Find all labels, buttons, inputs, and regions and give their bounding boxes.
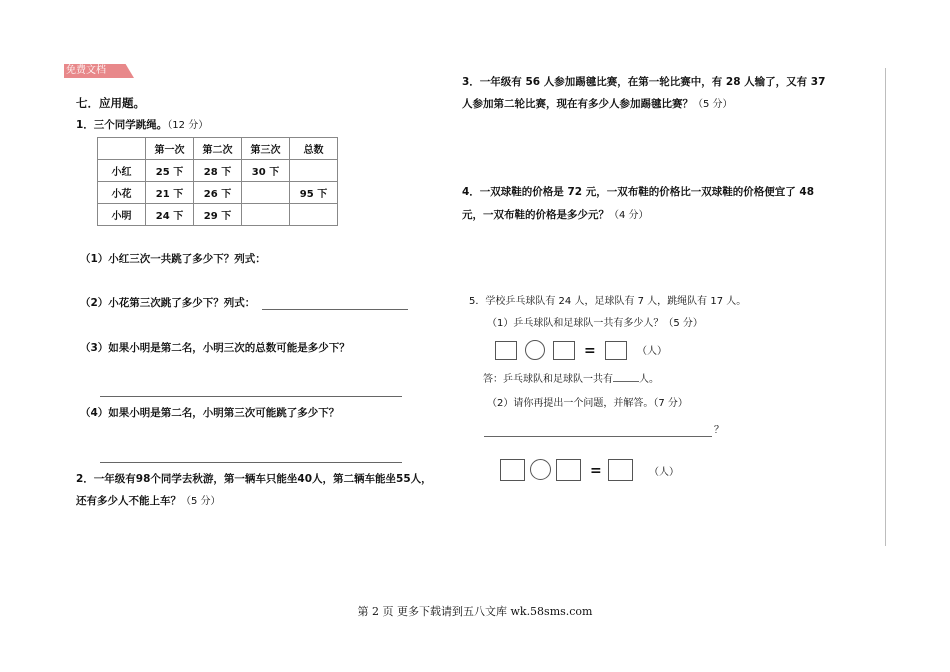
table-row — [98, 182, 338, 204]
equation2-box-2[interactable] — [556, 459, 581, 481]
q2-score: （5 分） — [181, 496, 221, 507]
q5-sub2 — [487, 397, 688, 411]
table-cell: 30 下 — [242, 160, 290, 182]
equation1-unit: （人） — [637, 346, 667, 357]
equation1-equals: = — [584, 343, 596, 359]
table-cell: 95 下 — [290, 182, 338, 204]
q1-sub2: （2）小花第三次跳了多少下？列式： — [80, 297, 256, 309]
equation2-unit: （人） — [649, 467, 679, 478]
q4-line1: 4．一双球鞋的价格是 72 元，一双布鞋的价格比一双球鞋的价格便宜了 48 — [462, 186, 814, 198]
q4-score: （4 分） — [609, 210, 649, 221]
equation2-result-box[interactable] — [608, 459, 633, 481]
q5-answer-blank[interactable] — [613, 371, 639, 382]
q1-sub4-answer-line[interactable] — [100, 462, 402, 463]
q3-score: （5 分） — [693, 99, 733, 110]
table-header-cell: 总数 — [290, 138, 338, 160]
q5-answer-suffix: 人。 — [639, 374, 659, 385]
q3-line1: 3．一年级有 56 人参加踢毽比赛，在第一轮比赛中，有 28 人输了，又有 37 — [462, 76, 826, 88]
table-header-cell — [98, 138, 146, 160]
table-cell — [290, 160, 338, 182]
table-header-cell: 第二次 — [194, 138, 242, 160]
table-header-cell: 第三次 — [242, 138, 290, 160]
table-cell — [242, 204, 290, 226]
section-title: 七．应用题。 — [76, 96, 145, 110]
table-cell: 28 下 — [194, 160, 242, 182]
q5-sub1-score: （5 分） — [663, 318, 703, 329]
q5-sub1-text: （1）乒乓球队和足球队一共有多少人？ — [487, 318, 664, 329]
table-cell: 小花 — [98, 182, 146, 204]
table-header-cell: 第一次 — [146, 138, 194, 160]
q2-line1: 2．一年级有98个同学去秋游，第一辆车只能坐40人，第二辆车能坐55人， — [76, 473, 432, 485]
q1-sub3-answer-line[interactable] — [100, 396, 402, 397]
q1-sub1: （1）小红三次一共跳了多少下？列式： — [80, 253, 266, 265]
equation1-operator-circle[interactable] — [525, 340, 545, 360]
table-cell — [242, 182, 290, 204]
equation1-box-1[interactable] — [495, 341, 517, 360]
q1-title-text: 1．三个同学跳绳。 — [76, 119, 168, 131]
jump-rope-table — [97, 137, 338, 226]
table-cell: 29 下 — [194, 204, 242, 226]
table-cell: 21 下 — [146, 182, 194, 204]
table-cell — [290, 204, 338, 226]
table-cell: 25 下 — [146, 160, 194, 182]
q1-sub4: （4）如果小明是第二名，小明第三次可能跳了多少下？ — [80, 407, 340, 419]
q3-line2-text: 人参加第二轮比赛，现在有多少人参加踢毽比赛？ — [462, 98, 693, 110]
q5-sub2-text: （2）请你再提出一个问题，并解答。 — [487, 398, 654, 409]
q3-line2 — [462, 97, 733, 112]
q2-line2-text: 还有多少人不能上车？ — [76, 495, 181, 507]
equation2-box-1[interactable] — [500, 459, 525, 481]
q4-line2-text: 元，一双布鞋的价格是多少元？ — [462, 209, 609, 221]
header-banner-label: 免费文档 — [66, 65, 106, 76]
q5-answer-prefix: 答：乒乓球队和足球队一共有 — [483, 374, 613, 385]
page-footer: 第 2 页 更多下载请到五八文库 wk.58sms.com — [357, 605, 593, 618]
q1-sub2-answer-line[interactable] — [262, 309, 408, 310]
q5-answer — [483, 371, 659, 387]
q5-question-line[interactable] — [484, 436, 712, 437]
table-cell: 小红 — [98, 160, 146, 182]
equation2-equals: = — [590, 463, 602, 479]
q1-title — [76, 118, 208, 133]
q5-question-mark: ？ — [714, 425, 724, 436]
equation1-result-box[interactable] — [605, 341, 627, 360]
q1-score: （12 分） — [167, 120, 209, 131]
table-row — [98, 160, 338, 182]
q5-sub2-score: （7 分） — [653, 398, 688, 409]
table-cell: 24 下 — [146, 204, 194, 226]
right-margin-line — [885, 68, 886, 546]
table-cell: 小明 — [98, 204, 146, 226]
q1-sub3: （3）如果小明是第二名，小明三次的总数可能是多少下？ — [80, 342, 350, 354]
q5-intro: 5．学校乒乓球队有 24 人，足球队有 7 人，跳绳队有 17 人。 — [469, 296, 747, 307]
q2-line2 — [76, 494, 221, 509]
equation2-operator-circle[interactable] — [530, 459, 551, 480]
equation1-box-2[interactable] — [553, 341, 575, 360]
q5-sub1 — [487, 317, 703, 331]
table-row — [98, 204, 338, 226]
table-header-row — [98, 138, 338, 160]
table-cell: 26 下 — [194, 182, 242, 204]
q4-line2 — [462, 208, 649, 223]
